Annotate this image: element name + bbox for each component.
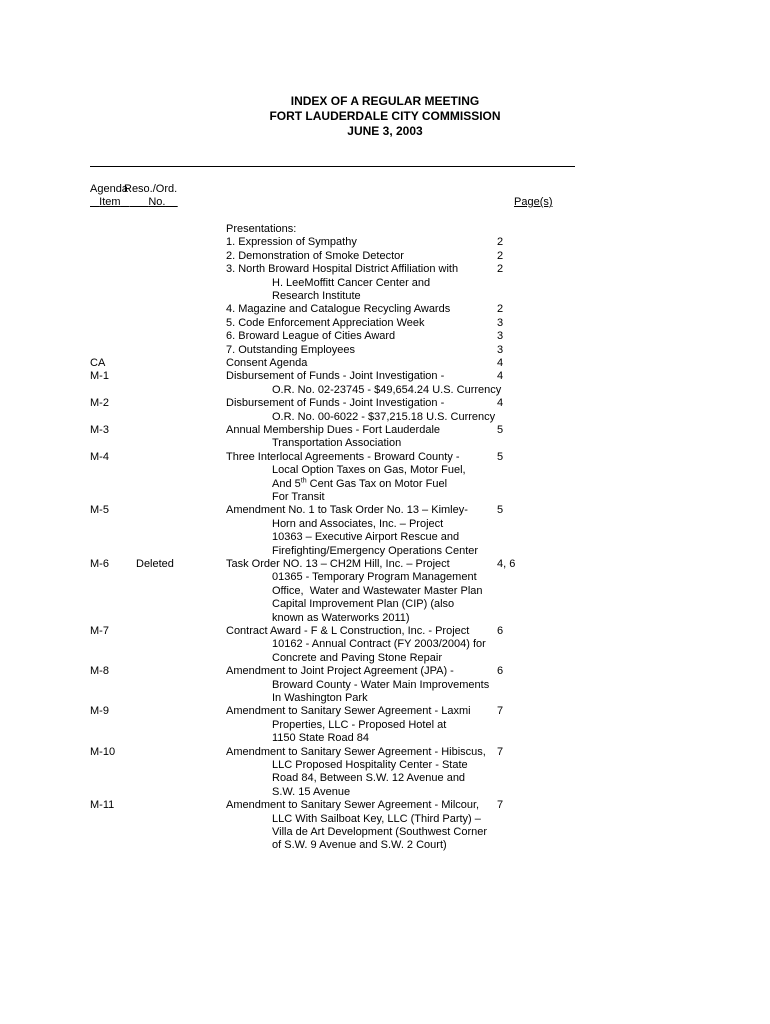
table-row <box>0 277 770 290</box>
agenda-item-number: M-11 <box>90 799 115 812</box>
page-number: 2 <box>497 249 504 262</box>
table-row <box>0 571 770 584</box>
table-row <box>0 638 770 651</box>
table-row <box>0 290 770 303</box>
table-row <box>0 652 770 665</box>
page-number: 5 <box>497 504 504 517</box>
item-description: 6. Broward League of Cities Award <box>226 330 396 343</box>
item-description: 10162 - Annual Contract (FY 2003/2004) for <box>272 638 486 651</box>
agenda-item-number: M-6 <box>90 558 109 570</box>
page-number: 2 <box>497 263 504 276</box>
table-row <box>0 705 770 718</box>
table-row <box>0 250 770 263</box>
pages-header-label: Page(s) <box>514 196 553 208</box>
item-description: Properties, LLC - Proposed Hotel at <box>272 718 447 731</box>
item-description: Concrete and Paving Stone Repair <box>272 651 442 664</box>
page-number: 5 <box>497 424 504 436</box>
agenda-item-number: M-7 <box>90 625 109 637</box>
table-row <box>0 370 770 383</box>
item-description: And 5th Cent Gas Tax on Motor Fuel <box>272 476 448 490</box>
item-description: Villa de Art Development (Southwest Corner <box>272 826 488 838</box>
item-description: Amendment to Sanitary Sewer Agreement - Milcour, <box>226 799 480 812</box>
table-row <box>0 665 770 678</box>
table-row <box>0 317 770 330</box>
item-description: Annual Membership Dues - Fort Lauderdale <box>226 424 441 436</box>
item-description: In Washington Park <box>272 692 368 704</box>
agenda-item-number: M-2 <box>90 397 109 410</box>
table-row <box>0 625 770 638</box>
table-row <box>0 451 770 464</box>
item-description: Three Interlocal Agreements - Broward County - <box>226 450 460 463</box>
item-description: 01365 - Temporary Program Management <box>272 571 477 584</box>
item-description: Amendment to Sanitary Sewer Agreement - Hibiscus, <box>226 745 486 758</box>
page-number: 4 <box>497 357 504 369</box>
table-row <box>0 303 770 316</box>
item-description: Firefighting/Emergency Operations Center <box>272 544 479 557</box>
table-row <box>0 236 770 249</box>
table-row <box>0 437 770 450</box>
item-description: Disbursement of Funds - Joint Investigation - <box>226 370 445 383</box>
item-description: Research Institute <box>272 290 361 302</box>
table-row <box>0 692 770 705</box>
item-description: 2. Demonstration of Smoke Detector <box>226 249 404 262</box>
table-row <box>0 813 770 826</box>
item-description: Local Option Taxes on Gas, Motor Fuel, <box>272 464 466 477</box>
reso-ord-number: Deleted <box>136 558 174 570</box>
table-row <box>0 732 770 745</box>
item-description: 5. Code Enforcement Appreciation Week <box>226 316 425 329</box>
agenda-item-number: M-9 <box>90 705 109 718</box>
agenda-item-number: M-3 <box>90 424 109 436</box>
agenda-item-number: CA <box>90 357 106 369</box>
table-row <box>0 679 770 692</box>
reso-ord-header <box>124 183 177 196</box>
item-description: of S.W. 9 Avenue and S.W. 2 Court) <box>272 839 447 852</box>
table-row <box>0 424 770 437</box>
reso-header-bottom: No. <box>148 196 166 208</box>
item-description: S.W. 15 Avenue <box>272 785 351 798</box>
table-row <box>0 612 770 625</box>
page-number: 2 <box>497 303 504 316</box>
page-number: 7 <box>497 705 504 718</box>
item-description: 3. North Broward Hospital District Affiliation with <box>226 263 459 276</box>
table-row <box>0 344 770 357</box>
table-row <box>0 491 770 504</box>
item-description: Task Order NO. 13 – CH2M Hill, Inc. – Project <box>226 558 450 570</box>
page-number: 3 <box>497 343 504 356</box>
item-description: Broward County - Water Main Improvements <box>272 678 490 691</box>
item-description: O.R. No. 02-23745 - $49,654.24 U.S. Currency <box>272 383 502 396</box>
page-number: 6 <box>497 625 504 637</box>
table-row <box>0 518 770 531</box>
item-description: Capital Improvement Plan (CIP) (also <box>272 598 455 611</box>
item-description: Presentations: <box>226 223 297 235</box>
table-row <box>0 558 770 571</box>
table-row <box>0 504 770 517</box>
page-number: 4 <box>497 397 504 410</box>
page-number: 7 <box>497 799 504 812</box>
reso-header-top: Reso./Ord. <box>124 183 178 195</box>
page-number: 5 <box>497 450 504 463</box>
agenda-item-header <box>90 183 128 196</box>
item-description: LLC Proposed Hospitality Center - State <box>272 759 468 771</box>
table-row <box>0 759 770 772</box>
agenda-item-number: M-10 <box>90 745 116 758</box>
page-number: 2 <box>497 236 504 249</box>
item-description: 4. Magazine and Catalogue Recycling Awards <box>226 303 451 316</box>
table-row <box>0 330 770 343</box>
page-number: 3 <box>497 330 504 343</box>
item-description: H. LeeMoffitt Cancer Center and <box>272 276 431 289</box>
agenda-item-header-bottom <box>90 196 130 209</box>
table-row <box>0 223 770 236</box>
table-row <box>0 545 770 558</box>
document-title-line-1: INDEX OF A REGULAR MEETING <box>290 94 480 108</box>
table-row <box>0 786 770 799</box>
table-row <box>0 464 770 477</box>
table-row <box>0 839 770 852</box>
table-row <box>0 263 770 276</box>
item-description: Amendment to Joint Project Agreement (JPA) - <box>226 665 454 678</box>
item-description: LLC With Sailboat Key, LLC (Third Party) – <box>272 812 481 825</box>
reso-ord-header-bottom <box>130 196 178 209</box>
agenda-header-top: Agenda <box>90 183 128 195</box>
document-title-line-2: FORT LAUDERDALE CITY COMMISSION <box>269 109 501 123</box>
item-description: Consent Agenda <box>226 357 308 369</box>
table-row <box>0 411 770 424</box>
page-number: 3 <box>497 316 504 329</box>
document-title-date: JUNE 3, 2003 <box>347 124 423 138</box>
item-description: Amendment No. 1 to Task Order No. 13 – Kimley- <box>226 504 468 517</box>
table-row <box>0 772 770 785</box>
agenda-item-number: M-5 <box>90 504 109 517</box>
page-number: 4 <box>497 370 504 383</box>
item-description: known as Waterworks 2011) <box>272 611 410 624</box>
item-description: Office, Water and Wastewater Master Plan <box>272 584 483 597</box>
item-description: Disbursement of Funds - Joint Investigation - <box>226 397 445 410</box>
table-row <box>0 746 770 759</box>
table-row <box>0 598 770 611</box>
table-row <box>0 357 770 370</box>
table-row <box>0 799 770 812</box>
agenda-item-number: M-8 <box>90 665 109 678</box>
item-description: 10363 – Executive Airport Rescue and <box>272 531 460 544</box>
item-description: 7. Outstanding Employees <box>226 343 356 356</box>
table-row <box>0 384 770 397</box>
item-description: 1150 State Road 84 <box>272 732 370 745</box>
header-divider <box>90 166 575 167</box>
table-row <box>0 719 770 732</box>
page-number: 4, 6 <box>497 558 516 570</box>
item-description: For Transit <box>272 491 325 503</box>
agenda-item-number: M-1 <box>90 370 109 383</box>
table-row <box>0 585 770 598</box>
item-description: 1. Expression of Sympathy <box>226 236 357 249</box>
table-row <box>0 826 770 839</box>
agenda-header-bottom: Item <box>99 196 121 208</box>
item-description: Road 84, Between S.W. 12 Avenue and <box>272 772 466 785</box>
item-description: Horn and Associates, Inc. – Project <box>272 517 444 530</box>
table-row <box>0 531 770 544</box>
agenda-item-number: M-4 <box>90 450 109 463</box>
item-description: Transportation Association <box>272 437 402 450</box>
item-description: O.R. No. 00-6022 - $37,215.18 U.S. Currency <box>272 410 496 423</box>
page-number: 7 <box>497 745 504 758</box>
pages-header <box>514 196 553 209</box>
table-row <box>0 478 770 491</box>
item-description: Contract Award - F & L Construction, Inc. - Project <box>226 625 470 637</box>
page-number: 6 <box>497 665 504 678</box>
item-description: Amendment to Sanitary Sewer Agreement - Laxmi <box>226 705 471 718</box>
table-row <box>0 397 770 410</box>
